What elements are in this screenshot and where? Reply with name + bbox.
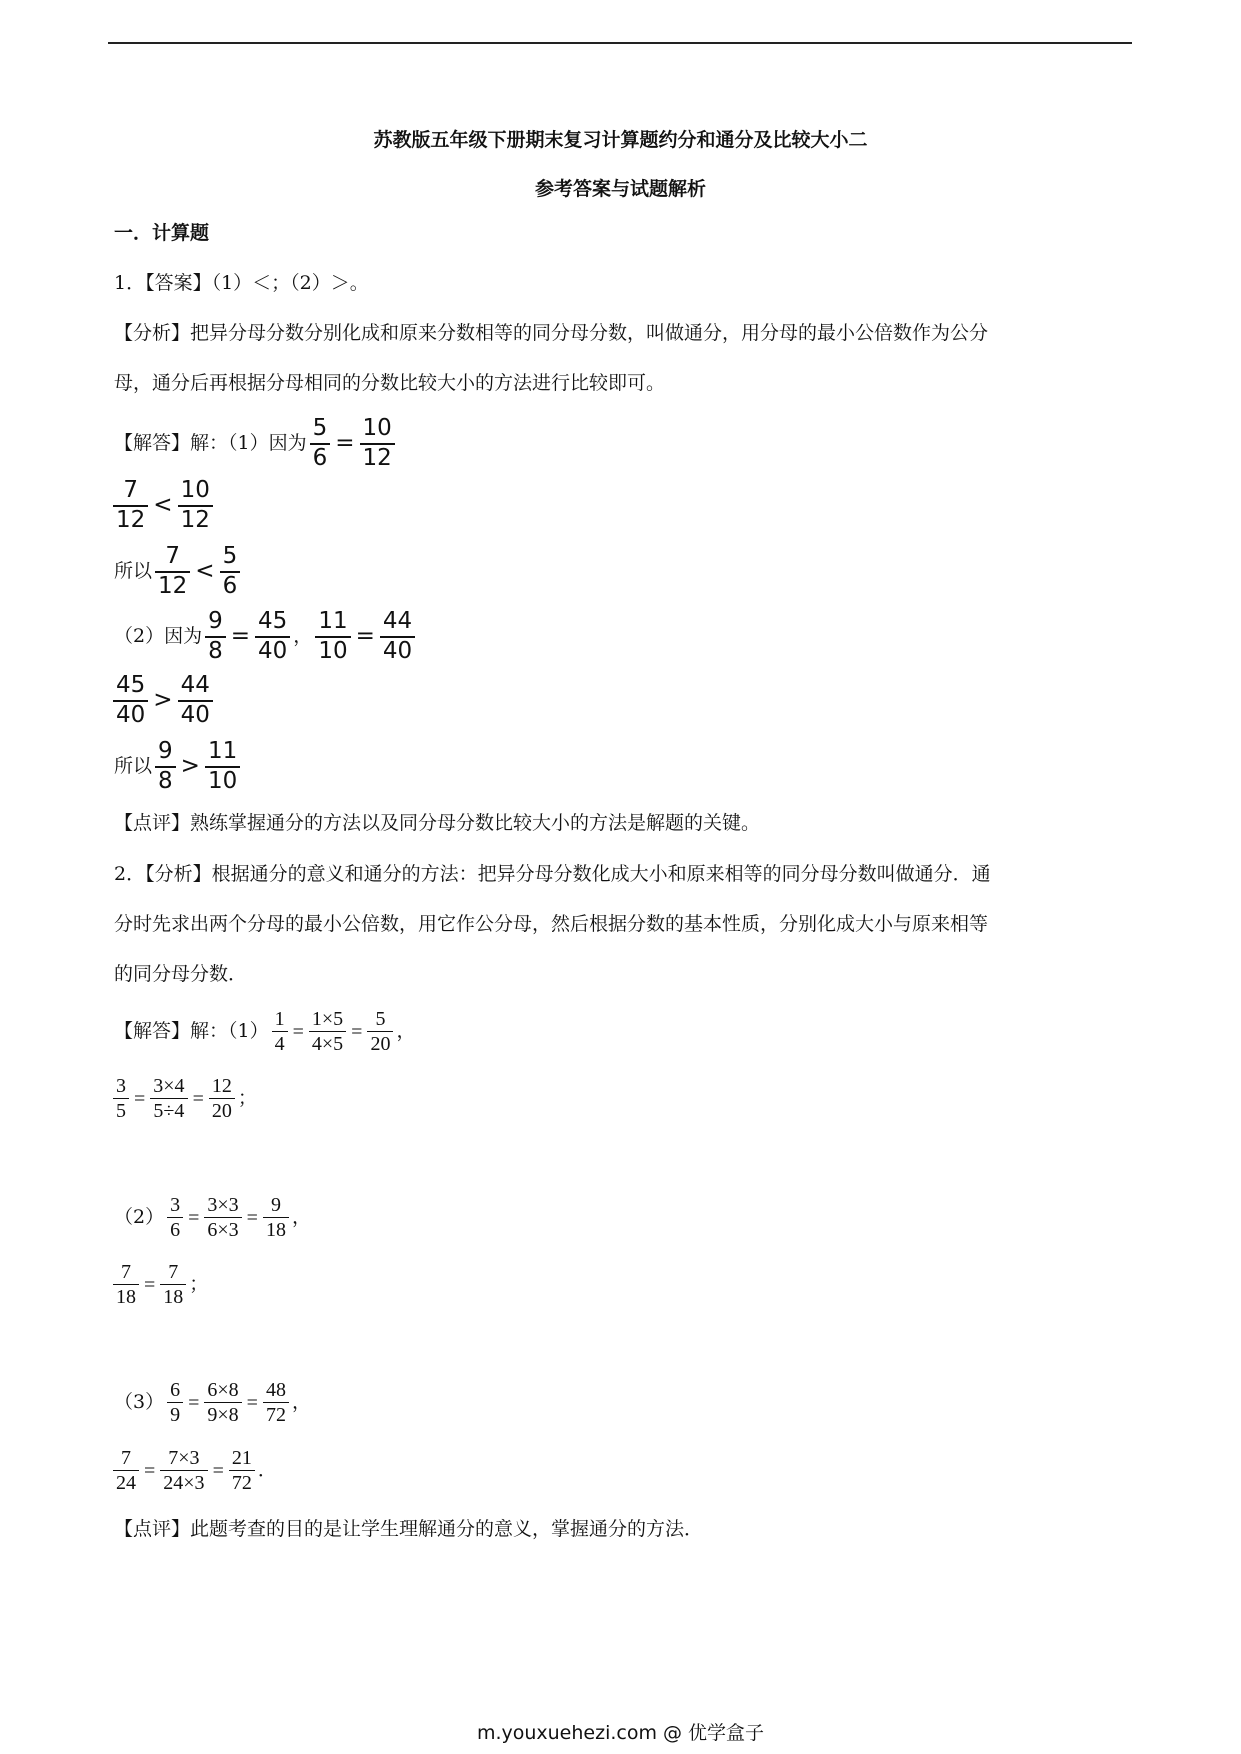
- q2-analysis-line-3: 的同分母分数．: [114, 963, 248, 985]
- q1-analysis-line-1: 【分析】把异分母分数分别化成和原来分数相等的同分母分数，叫做通分，用分母的最小公倍数作为公分: [114, 322, 989, 344]
- fraction: $\frac{3}{5}$: [113, 1074, 129, 1123]
- fraction: $\frac{48}{72}$: [263, 1378, 289, 1427]
- q1-solution-label: 【解答】解：（1）因为: [114, 432, 307, 455]
- fraction: $\frac{3\times 3}{6\times 3}$: [204, 1193, 241, 1242]
- q2-solution-label: 【解答】解：（1）: [114, 1020, 269, 1043]
- fraction: $\frac{7}{12}$: [155, 543, 190, 600]
- part3-label: （3）: [114, 1391, 165, 1414]
- fraction: $\frac{3}{6}$: [167, 1193, 183, 1242]
- q1-solution-line-3: 所以 $\frac{7}{12}$ < $\frac{5}{6}$: [114, 543, 243, 600]
- q2-solution-line-1: 【解答】解：（1） $\frac{1}{4}$ = $\frac{1\times 5}{4\times 5}$ = $\frac{5}{20}$ ，: [114, 1008, 416, 1055]
- fraction: $\frac{5}{6}$: [310, 415, 331, 472]
- q1-eq-1: $\frac{5}{6}$ = $\frac{10}{12}$: [307, 415, 398, 472]
- fraction: $\frac{7}{24}$: [113, 1446, 139, 1495]
- q1-solution-line-4: （2）因为 $\frac{9}{8}$ = $\frac{45}{40}$ ， $\frac{11}{10}$ = $\frac{44}{40}$: [114, 608, 418, 665]
- fraction: $\frac{44}{40}$: [178, 672, 213, 729]
- fraction: $\frac{5}{20}$: [367, 1007, 393, 1056]
- fraction: $\frac{9}{8}$: [205, 608, 226, 665]
- fraction: $\frac{7}{12}$: [113, 477, 148, 534]
- document-title: 苏教版五年级下册期末复习计算题约分和通分及比较大小二: [373, 129, 868, 151]
- q2-comment: 【点评】此题考查的目的是让学生理解通分的意义，掌握通分的方法．: [114, 1518, 704, 1540]
- fraction: $\frac{21}{72}$: [229, 1446, 255, 1495]
- fraction: $\frac{3\times 4}{5\div 4}$: [150, 1074, 187, 1123]
- q1-answer: 1．【答案】（1）＜；（2）＞。: [114, 272, 369, 294]
- so-label: 所以: [114, 755, 153, 778]
- q2-solution-line-5: （3） $\frac{6}{9}$ = $\frac{6\times 8}{9\times 8}$ = $\frac{48}{72}$ ，: [114, 1379, 311, 1426]
- fraction: $\frac{10}{12}$: [360, 415, 395, 472]
- q1-solution-line-5: $\frac{45}{40}$ > $\frac{44}{40}$: [110, 672, 216, 729]
- q1-solution-line-2: $\frac{7}{12}$ < $\frac{10}{12}$: [110, 477, 216, 534]
- fraction: $\frac{6\times 8}{9\times 8}$: [204, 1378, 241, 1427]
- q2-analysis-line-2: 分时先求出两个分母的最小公倍数，用它作公分母，然后根据分数的基本性质，分别化成大小与原来相等: [114, 913, 989, 935]
- part2-label: （2）: [114, 1206, 165, 1229]
- q2-solution-line-2: $\frac{3}{5}$ = $\frac{3\times 4}{5\div 4}$ = $\frac{12}{20}$ ；: [110, 1074, 257, 1123]
- section-heading: 一．计算题: [114, 222, 210, 244]
- fraction: $\frac{9}{8}$: [155, 738, 176, 795]
- fraction: $\frac{11}{10}$: [315, 608, 350, 665]
- fraction: $\frac{10}{12}$: [178, 477, 213, 534]
- header-rule: [108, 42, 1132, 44]
- fraction: $\frac{44}{40}$: [380, 608, 415, 665]
- fraction: $\frac{7}{18}$: [160, 1260, 186, 1309]
- document-subtitle: 参考答案与试题解析: [534, 178, 706, 200]
- q1-solution-line-1: [114, 415, 398, 472]
- fraction: $\frac{7}{18}$: [113, 1260, 139, 1309]
- q2-analysis-line-1: 2．【分析】根据通分的意义和通分的方法：把异分母分数化成大小和原来相等的同分母分数叫做通分．通: [114, 863, 991, 885]
- fraction: $\frac{12}{20}$: [209, 1074, 235, 1123]
- part2-label: （2）因为: [114, 625, 203, 648]
- so-label: 所以: [114, 560, 153, 583]
- fraction: $\frac{6}{9}$: [167, 1378, 183, 1427]
- q2-solution-line-4: $\frac{7}{18}$ = $\frac{7}{18}$ ；: [110, 1260, 208, 1309]
- q2-solution-line-6: $\frac{7}{24}$ = $\frac{7\times 3}{24\times 3}$ = $\frac{21}{72}$ ．: [110, 1446, 277, 1495]
- fraction: $\frac{11}{10}$: [205, 738, 240, 795]
- fraction: $\frac{7\times 3}{24\times 3}$: [160, 1446, 207, 1495]
- fraction: $\frac{9}{18}$: [263, 1193, 289, 1242]
- q1-solution-line-6: 所以 $\frac{9}{8}$ > $\frac{11}{10}$: [114, 738, 243, 795]
- footer-watermark: m.youxuehezi.com @ 优学盒子: [476, 1722, 765, 1744]
- fraction: $\frac{1\times 5}{4\times 5}$: [309, 1007, 346, 1056]
- fraction: $\frac{45}{40}$: [113, 672, 148, 729]
- fraction: $\frac{1}{4}$: [272, 1007, 288, 1056]
- fraction: $\frac{45}{40}$: [255, 608, 290, 665]
- q1-comment: 【点评】熟练掌握通分的方法以及同分母分数比较大小的方法是解题的关键。: [114, 812, 761, 834]
- q2-solution-line-3: （2） $\frac{3}{6}$ = $\frac{3\times 3}{6\times 3}$ = $\frac{9}{18}$ ，: [114, 1194, 311, 1241]
- fraction: $\frac{5}{6}$: [220, 543, 241, 600]
- q1-analysis-line-2: 母，通分后再根据分母相同的分数比较大小的方法进行比较即可。: [114, 372, 666, 394]
